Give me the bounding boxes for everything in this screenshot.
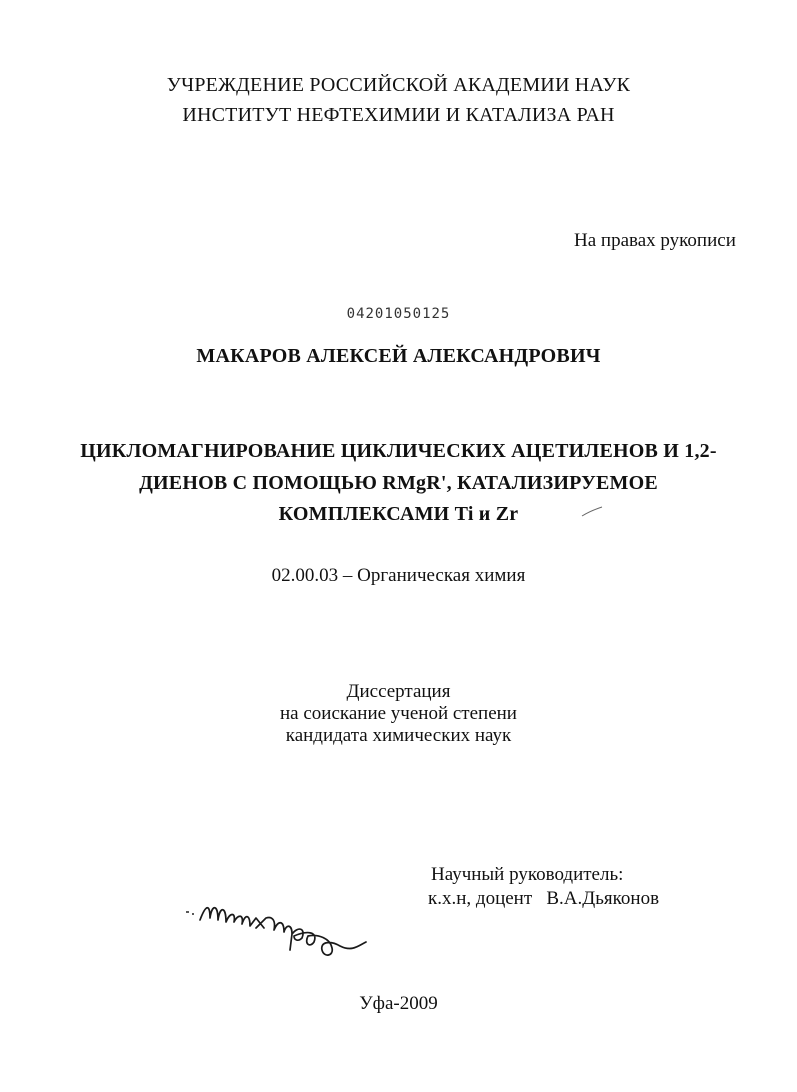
organization-line-2: ИНСТИТУТ НЕФТЕХИМИИ И КАТАЛИЗА РАН xyxy=(182,104,615,126)
specialty-code: 02.00.03 – Органическая химия xyxy=(271,565,526,586)
supervisor-label: Научный руководитель: xyxy=(431,864,624,885)
supervisor-details: к.х.н, доцент В.А.Дьяконов xyxy=(428,888,660,909)
thesis-title-line-1: ЦИКЛОМАГНИРОВАНИЕ ЦИКЛИЧЕСКИХ АЦЕТИЛЕНОВ И 1,2- xyxy=(80,440,717,462)
thesis-title-line-2: ДИЕНОВ С ПОМОЩЬЮ RMgR', КАТАЛИЗИРУЕМОЕ xyxy=(139,472,658,494)
organization-line-1: УЧРЕЖДЕНИЕ РОССИЙСКОЙ АКАДЕМИИ НАУК xyxy=(166,74,631,96)
degree-line-3: кандидата химических наук xyxy=(285,725,512,746)
thesis-title-line-3: КОМПЛЕКСАМИ Ti и Zr xyxy=(278,503,519,525)
degree-line-2: на соискание ученой степени xyxy=(280,703,517,724)
pen-mark xyxy=(580,505,604,519)
registration-number: 04201050125 xyxy=(346,306,451,322)
manuscript-note: На правах рукописи xyxy=(574,230,736,251)
handwritten-signature xyxy=(180,890,380,970)
degree-line-1: Диссертация xyxy=(346,681,451,702)
author-name: МАКАРОВ АЛЕКСЕЙ АЛЕКСАНДРОВИЧ xyxy=(196,345,601,367)
place-and-year: Уфа-2009 xyxy=(359,993,438,1014)
